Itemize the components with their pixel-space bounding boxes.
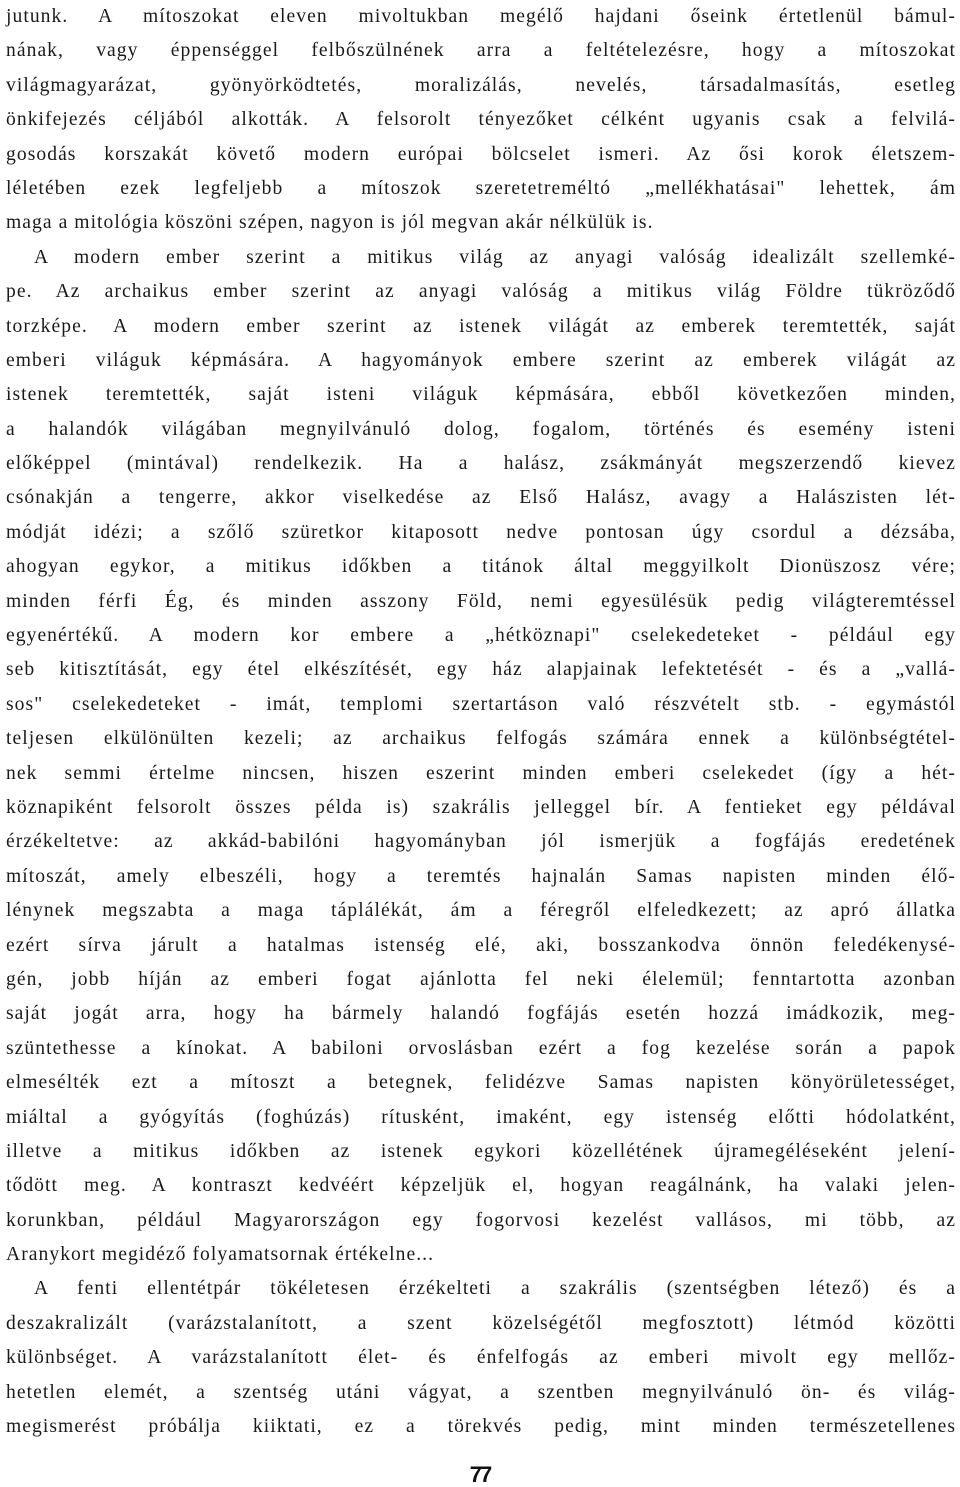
text-line: hetetlen elemét, a szentség utáni vágyat, a szentben megnyilvánuló ön- és világ- — [6, 1381, 956, 1403]
text-line: pe. Az archaikus ember szerint az anyagi valóság a mitikus világ Földre tükröződő — [6, 281, 956, 303]
text-line: deszakralizált (varázstalanított, a szent közelségétől megfosztott) létmód közötti — [6, 1312, 956, 1334]
text-line: maga a mitológia köszöni szépen, nagyon is jól megvan akár nélkülük is. — [6, 212, 654, 234]
text-line: megismerést próbálja kiiktati, ez a törekvés pedig, mint minden természetellenes — [6, 1416, 956, 1438]
text-line: előképpel (mintával) rendelkezik. Ha a halász, zsákmányát megszerzendő kievez — [6, 453, 956, 475]
text-line: léletében ezek legfeljebb a mítoszok szeretetreméltó „mellékhatásai" lehettek, ám — [6, 177, 956, 199]
text-line: illetve a mitikus időkben az istenek egykori közellétének újramegéléseként jelení- — [6, 1140, 956, 1162]
text-line: gosodás korszakát követő modern európai bölcselet ismeri. Az ősi korok életszem- — [6, 143, 956, 165]
text-line: jutunk. A mítoszokat eleven mivoltukban megélő hajdani őseink értetlenül bámul- — [6, 6, 956, 27]
text-line: emberi világuk képmására. A hagyományok embere szerint az emberek világát az — [6, 349, 956, 371]
text-line: érzékeltetve: az akkád-babilóni hagyományban jól ismerjük a fogfájás eredetének — [6, 831, 956, 853]
text-line: saját jogát arra, hogy ha bármely halandó fogfájás esetén hozzá imádkozik, meg- — [6, 1003, 956, 1025]
text-line: köznapiként felsorolt összes példa is) szakrális jelleggel bír. A fentieket egy példával — [6, 796, 956, 818]
body-text — [6, 0, 956, 1444]
text-line: istenek teremtették, saját isteni világuk képmására, ebből következően minden, — [6, 384, 956, 406]
text-line: sos" cselekedeteket - imát, templomi szertartáson való részvételt stb. - egymástól — [6, 693, 956, 715]
text-line: egyenértékű. A modern kor embere a „hétköznapi" cselekedeteket - például egy — [6, 625, 956, 647]
text-line: módját idézi; a szőlő szüretkor kitaposott nedve pontosan úgy csordul a dézsába, — [6, 521, 956, 543]
text-line: seb kitisztítását, egy étel elkészítését, egy ház alapjainak lefektetését - és a „vallá- — [6, 659, 956, 681]
text-line: minden férfi Ég, és minden asszony Föld, nemi egyesülésük pedig világteremtéssel — [6, 590, 956, 612]
text-line: lénynek megszabta a maga táplálékát, ám a féregről elfeledkezett; az apró állatka — [6, 900, 956, 922]
text-line: tődött meg. A kontraszt kedvéért képzeljük el, hogyan reagálnánk, ha valaki jelen- — [6, 1175, 956, 1197]
text-line: A fenti ellentétpár tökéletesen érzékelteti a szakrális (szentségben létező) és a — [34, 1278, 956, 1300]
page-number: 77 — [469, 1462, 491, 1487]
text-line: szüntethesse a kínokat. A babiloni orvoslásban ezért a fog kezelése során a papok — [6, 1037, 956, 1059]
text-line: mítoszát, amely elbeszéli, hogy a teremtés hajnalán Samas napisten minden élő- — [6, 865, 956, 887]
text-line: ahogyan egykor, a mitikus időkben a titánok által meggyilkolt Dionüszosz vére; — [6, 556, 956, 578]
text-line: ezért sírva járult a hatalmas istenség elé, aki, bosszankodva önnön feledékenysé- — [6, 934, 956, 956]
text-line: Aranykort megidéző folyamatsornak értékelne... — [6, 1244, 435, 1266]
text-line: teljesen elkülönülten kezeli; az archaikus felfogás számára ennek a különbségtétel- — [6, 728, 956, 750]
text-line: A modern ember szerint a mitikus világ az anyagi valóság idealizált szellemké- — [34, 246, 956, 268]
text-line: különbséget. A varázstalanított élet- és énfelfogás az emberi mivolt egy mellőz- — [6, 1347, 956, 1369]
text-line: miáltal a gyógyítás (foghúzás) rítusként, imaként, egy istenség előtti hódolatként, — [6, 1106, 956, 1128]
text-line: a halandók világában megnyilvánuló dolog, fogalom, történés és esemény isteni — [6, 418, 956, 440]
text-line: világmagyarázat, gyönyörködtetés, moralizálás, nevelés, társadalmasítás, esetleg — [6, 74, 956, 96]
text-line: csónakján a tengerre, akkor viselkedése az Első Halász, avagy a Halászisten lét- — [6, 487, 956, 509]
text-line: nek semmi értelme nincsen, hiszen eszerint minden emberi cselekedet (így a hét- — [6, 762, 956, 784]
text-line: elmesélték ezt a mítoszt a betegnek, felidézve Samas napisten könyörületességet, — [6, 1072, 956, 1094]
text-line: torzképe. A modern ember szerint az istenek világát az emberek teremtették, saját — [6, 315, 956, 337]
text-line: nának, vagy éppenséggel felbőszülnének arra a feltételezésre, hogy a mítoszokat — [6, 40, 956, 62]
text-line: gén, jobb híján az emberi fogat ajánlotta fel neki élelemül; fenntartotta azonban — [6, 968, 956, 990]
text-line: önkifejezés céljából alkották. A felsorolt tényezőket célként ugyanis csak a felvilá- — [6, 109, 956, 131]
text-line: korunkban, például Magyarországon egy fogorvosi kezelést vallásos, mi több, az — [6, 1209, 956, 1231]
